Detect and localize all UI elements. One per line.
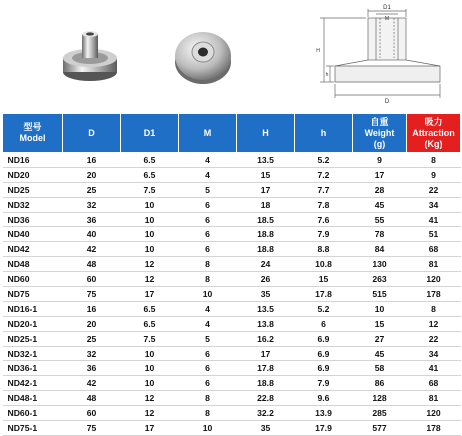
cell-attraction: 178 [407, 287, 461, 302]
cell-d1: 6.5 [121, 301, 179, 316]
cell-m: 6 [179, 227, 237, 242]
cell-h_small: 15 [295, 272, 353, 287]
cell-h_big: 24 [237, 257, 295, 272]
table-row [3, 242, 461, 257]
cell-attraction: 120 [407, 406, 461, 421]
cell-d1: 10 [121, 197, 179, 212]
table-row [3, 287, 461, 302]
cell-d1: 10 [121, 361, 179, 376]
cell-d: 60 [63, 272, 121, 287]
cell-d1: 12 [121, 406, 179, 421]
header-model-line: 型号 [23, 122, 42, 132]
cell-attraction: 8 [407, 153, 461, 168]
cell-h_big: 15 [237, 167, 295, 182]
cell-model: ND48 [3, 257, 63, 272]
cell-h_big: 18.8 [237, 227, 295, 242]
cell-h_big: 17 [237, 346, 295, 361]
cell-h_small: 6.9 [295, 361, 353, 376]
cell-d: 20 [63, 167, 121, 182]
cell-h_small: 5.2 [295, 301, 353, 316]
cell-model: ND25-1 [3, 331, 63, 346]
cell-h_big: 17.8 [237, 361, 295, 376]
cell-model: ND48-1 [3, 391, 63, 406]
cell-h_small: 7.7 [295, 182, 353, 197]
cell-d1: 10 [121, 227, 179, 242]
header-m-line: M [203, 127, 212, 138]
cell-h_small: 7.9 [295, 376, 353, 391]
cell-m: 6 [179, 361, 237, 376]
cell-attraction: 8 [407, 301, 461, 316]
header-model [3, 114, 63, 153]
cell-model: ND32 [3, 197, 63, 212]
cell-m: 6 [179, 197, 237, 212]
cell-d: 25 [63, 182, 121, 197]
cell-d1: 10 [121, 346, 179, 361]
header-weight [353, 114, 407, 153]
cell-weight: 577 [353, 421, 407, 436]
cell-d1: 12 [121, 391, 179, 406]
cell-attraction: 68 [407, 376, 461, 391]
cell-d1: 12 [121, 272, 179, 287]
cell-m: 8 [179, 272, 237, 287]
cell-m: 4 [179, 153, 237, 168]
cell-attraction: 178 [407, 421, 461, 436]
cell-d: 42 [63, 376, 121, 391]
cell-model: ND32-1 [3, 346, 63, 361]
cell-d: 48 [63, 257, 121, 272]
header-attraction-line: (Kg) [424, 138, 443, 149]
cell-m: 4 [179, 167, 237, 182]
cell-m: 8 [179, 257, 237, 272]
cell-d: 25 [63, 331, 121, 346]
cell-d: 60 [63, 406, 121, 421]
cell-weight: 58 [353, 361, 407, 376]
cell-weight: 17 [353, 167, 407, 182]
spec-table [2, 113, 461, 436]
cell-d1: 6.5 [121, 153, 179, 168]
cell-weight: 10 [353, 301, 407, 316]
cell-model: ND16-1 [3, 301, 63, 316]
cell-d1: 7.5 [121, 331, 179, 346]
cell-h_small: 5.2 [295, 153, 353, 168]
cell-attraction: 81 [407, 257, 461, 272]
cell-weight: 78 [353, 227, 407, 242]
cell-h_big: 16.2 [237, 331, 295, 346]
cell-attraction: 9 [407, 167, 461, 182]
cell-weight: 86 [353, 376, 407, 391]
cell-m: 4 [179, 316, 237, 331]
cell-h_small: 17.9 [295, 421, 353, 436]
cell-attraction: 34 [407, 197, 461, 212]
cell-m: 10 [179, 287, 237, 302]
drawing-label-h: H [316, 48, 320, 54]
cell-d: 75 [63, 287, 121, 302]
cell-model: ND20 [3, 167, 63, 182]
cell-d: 16 [63, 301, 121, 316]
cell-model: ND42-1 [3, 376, 63, 391]
table-body [3, 153, 461, 436]
cell-h_small: 9.6 [295, 391, 353, 406]
cell-model: ND16 [3, 153, 63, 168]
cell-attraction: 81 [407, 391, 461, 406]
header-h_big [237, 114, 295, 153]
header-attraction [407, 114, 461, 153]
cell-d1: 10 [121, 376, 179, 391]
cell-d: 48 [63, 391, 121, 406]
header-h_small-line: h [320, 127, 327, 138]
cell-d1: 10 [121, 212, 179, 227]
cell-d1: 6.5 [121, 167, 179, 182]
cell-d1: 10 [121, 242, 179, 257]
cell-h_big: 18 [237, 197, 295, 212]
table-row [3, 153, 461, 168]
cell-h_small: 13.9 [295, 406, 353, 421]
table-row [3, 212, 461, 227]
cell-d: 16 [63, 153, 121, 168]
cell-h_big: 32.2 [237, 406, 295, 421]
table-row [3, 197, 461, 212]
cell-h_big: 18.8 [237, 376, 295, 391]
cell-attraction: 22 [407, 331, 461, 346]
cell-d1: 17 [121, 287, 179, 302]
cell-weight: 285 [353, 406, 407, 421]
cell-weight: 27 [353, 331, 407, 346]
cell-attraction: 34 [407, 346, 461, 361]
table-row [3, 316, 461, 331]
cell-h_small: 6 [295, 316, 353, 331]
cell-weight: 45 [353, 346, 407, 361]
table-row [3, 331, 461, 346]
cell-model: ND25 [3, 182, 63, 197]
cell-attraction: 68 [407, 242, 461, 257]
cell-weight: 15 [353, 316, 407, 331]
table-row [3, 421, 461, 436]
cell-m: 6 [179, 212, 237, 227]
cell-h_small: 8.8 [295, 242, 353, 257]
cell-h_small: 17.8 [295, 287, 353, 302]
cell-model: ND42 [3, 242, 63, 257]
cell-h_small: 6.9 [295, 331, 353, 346]
cell-h_big: 17 [237, 182, 295, 197]
header-weight-line: Weight [364, 127, 395, 138]
cell-h_small: 7.9 [295, 227, 353, 242]
cell-model: ND75 [3, 287, 63, 302]
cell-model: ND75-1 [3, 421, 63, 436]
cell-h_small: 7.6 [295, 212, 353, 227]
spec-table-container [2, 113, 460, 436]
header-m [179, 114, 237, 153]
table-header-row [3, 114, 461, 153]
cell-attraction: 22 [407, 182, 461, 197]
cell-model: ND60 [3, 272, 63, 287]
table-row [3, 376, 461, 391]
cell-m: 6 [179, 376, 237, 391]
cell-model: ND36 [3, 212, 63, 227]
cell-d: 36 [63, 361, 121, 376]
cell-attraction: 51 [407, 227, 461, 242]
cell-weight: 84 [353, 242, 407, 257]
cell-h_big: 35 [237, 421, 295, 436]
cell-d: 20 [63, 316, 121, 331]
cell-m: 4 [179, 301, 237, 316]
table-row [3, 272, 461, 287]
drawing-label-d: D [384, 99, 390, 105]
cell-d1: 17 [121, 421, 179, 436]
cell-weight: 45 [353, 197, 407, 212]
cell-h_big: 18.5 [237, 212, 295, 227]
drawing-label-m: M [384, 16, 390, 22]
table-row [3, 301, 461, 316]
cell-d1: 6.5 [121, 316, 179, 331]
cell-weight: 55 [353, 212, 407, 227]
cell-weight: 263 [353, 272, 407, 287]
cell-attraction: 41 [407, 212, 461, 227]
header-h_small [295, 114, 353, 153]
cell-m: 6 [179, 242, 237, 257]
cell-weight: 515 [353, 287, 407, 302]
cell-attraction: 41 [407, 361, 461, 376]
cell-m: 8 [179, 406, 237, 421]
table-row [3, 227, 461, 242]
header-weight-line: (g) [373, 138, 386, 149]
header-d-line: D [88, 127, 95, 138]
cell-weight: 9 [353, 153, 407, 168]
cell-h_big: 13.8 [237, 316, 295, 331]
header-d1-line: D1 [143, 127, 156, 138]
drawing-label-h-small: h [325, 72, 329, 78]
cell-attraction: 12 [407, 316, 461, 331]
header-h_big-line: H [262, 127, 269, 138]
cell-model: ND20-1 [3, 316, 63, 331]
header-d [63, 114, 121, 153]
cell-h_big: 18.8 [237, 242, 295, 257]
header-d1 [121, 114, 179, 153]
technical-drawing [310, 0, 458, 110]
cell-attraction: 120 [407, 272, 461, 287]
cell-weight: 28 [353, 182, 407, 197]
cell-h_big: 13.5 [237, 153, 295, 168]
table-row [3, 346, 461, 361]
cell-h_big: 26 [237, 272, 295, 287]
cell-d: 42 [63, 242, 121, 257]
cell-weight: 128 [353, 391, 407, 406]
header-attraction-line: 吸力 [424, 116, 443, 127]
cell-h_small: 7.2 [295, 167, 353, 182]
cell-h_small: 10.8 [295, 257, 353, 272]
cell-h_small: 7.8 [295, 197, 353, 212]
cell-m: 6 [179, 346, 237, 361]
cell-d: 36 [63, 212, 121, 227]
magnet-side-photo [55, 20, 125, 90]
cell-m: 10 [179, 421, 237, 436]
table-row [3, 361, 461, 376]
cell-m: 5 [179, 331, 237, 346]
cell-d: 40 [63, 227, 121, 242]
cell-h_big: 35 [237, 287, 295, 302]
table-row [3, 257, 461, 272]
cell-m: 8 [179, 391, 237, 406]
cell-d: 75 [63, 421, 121, 436]
cell-model: ND40 [3, 227, 63, 242]
cell-d1: 7.5 [121, 182, 179, 197]
header-attraction-line: Attraction [412, 127, 455, 138]
drawing-label-d1: D1 [383, 5, 391, 11]
table-row [3, 167, 461, 182]
cell-d: 32 [63, 197, 121, 212]
magnet-top-photo [172, 18, 234, 88]
header-weight-line: 自重 [370, 116, 389, 127]
table-row [3, 182, 461, 197]
table-row [3, 406, 461, 421]
cell-model: ND60-1 [3, 406, 63, 421]
cell-model: ND36-1 [3, 361, 63, 376]
cell-weight: 130 [353, 257, 407, 272]
cell-m: 5 [179, 182, 237, 197]
product-images-area [0, 0, 462, 112]
cell-d: 32 [63, 346, 121, 361]
cell-h_big: 13.5 [237, 301, 295, 316]
cell-h_small: 6.9 [295, 346, 353, 361]
cell-h_big: 22.8 [237, 391, 295, 406]
table-row [3, 391, 461, 406]
cell-d1: 12 [121, 257, 179, 272]
header-model-line: Model [19, 133, 46, 143]
